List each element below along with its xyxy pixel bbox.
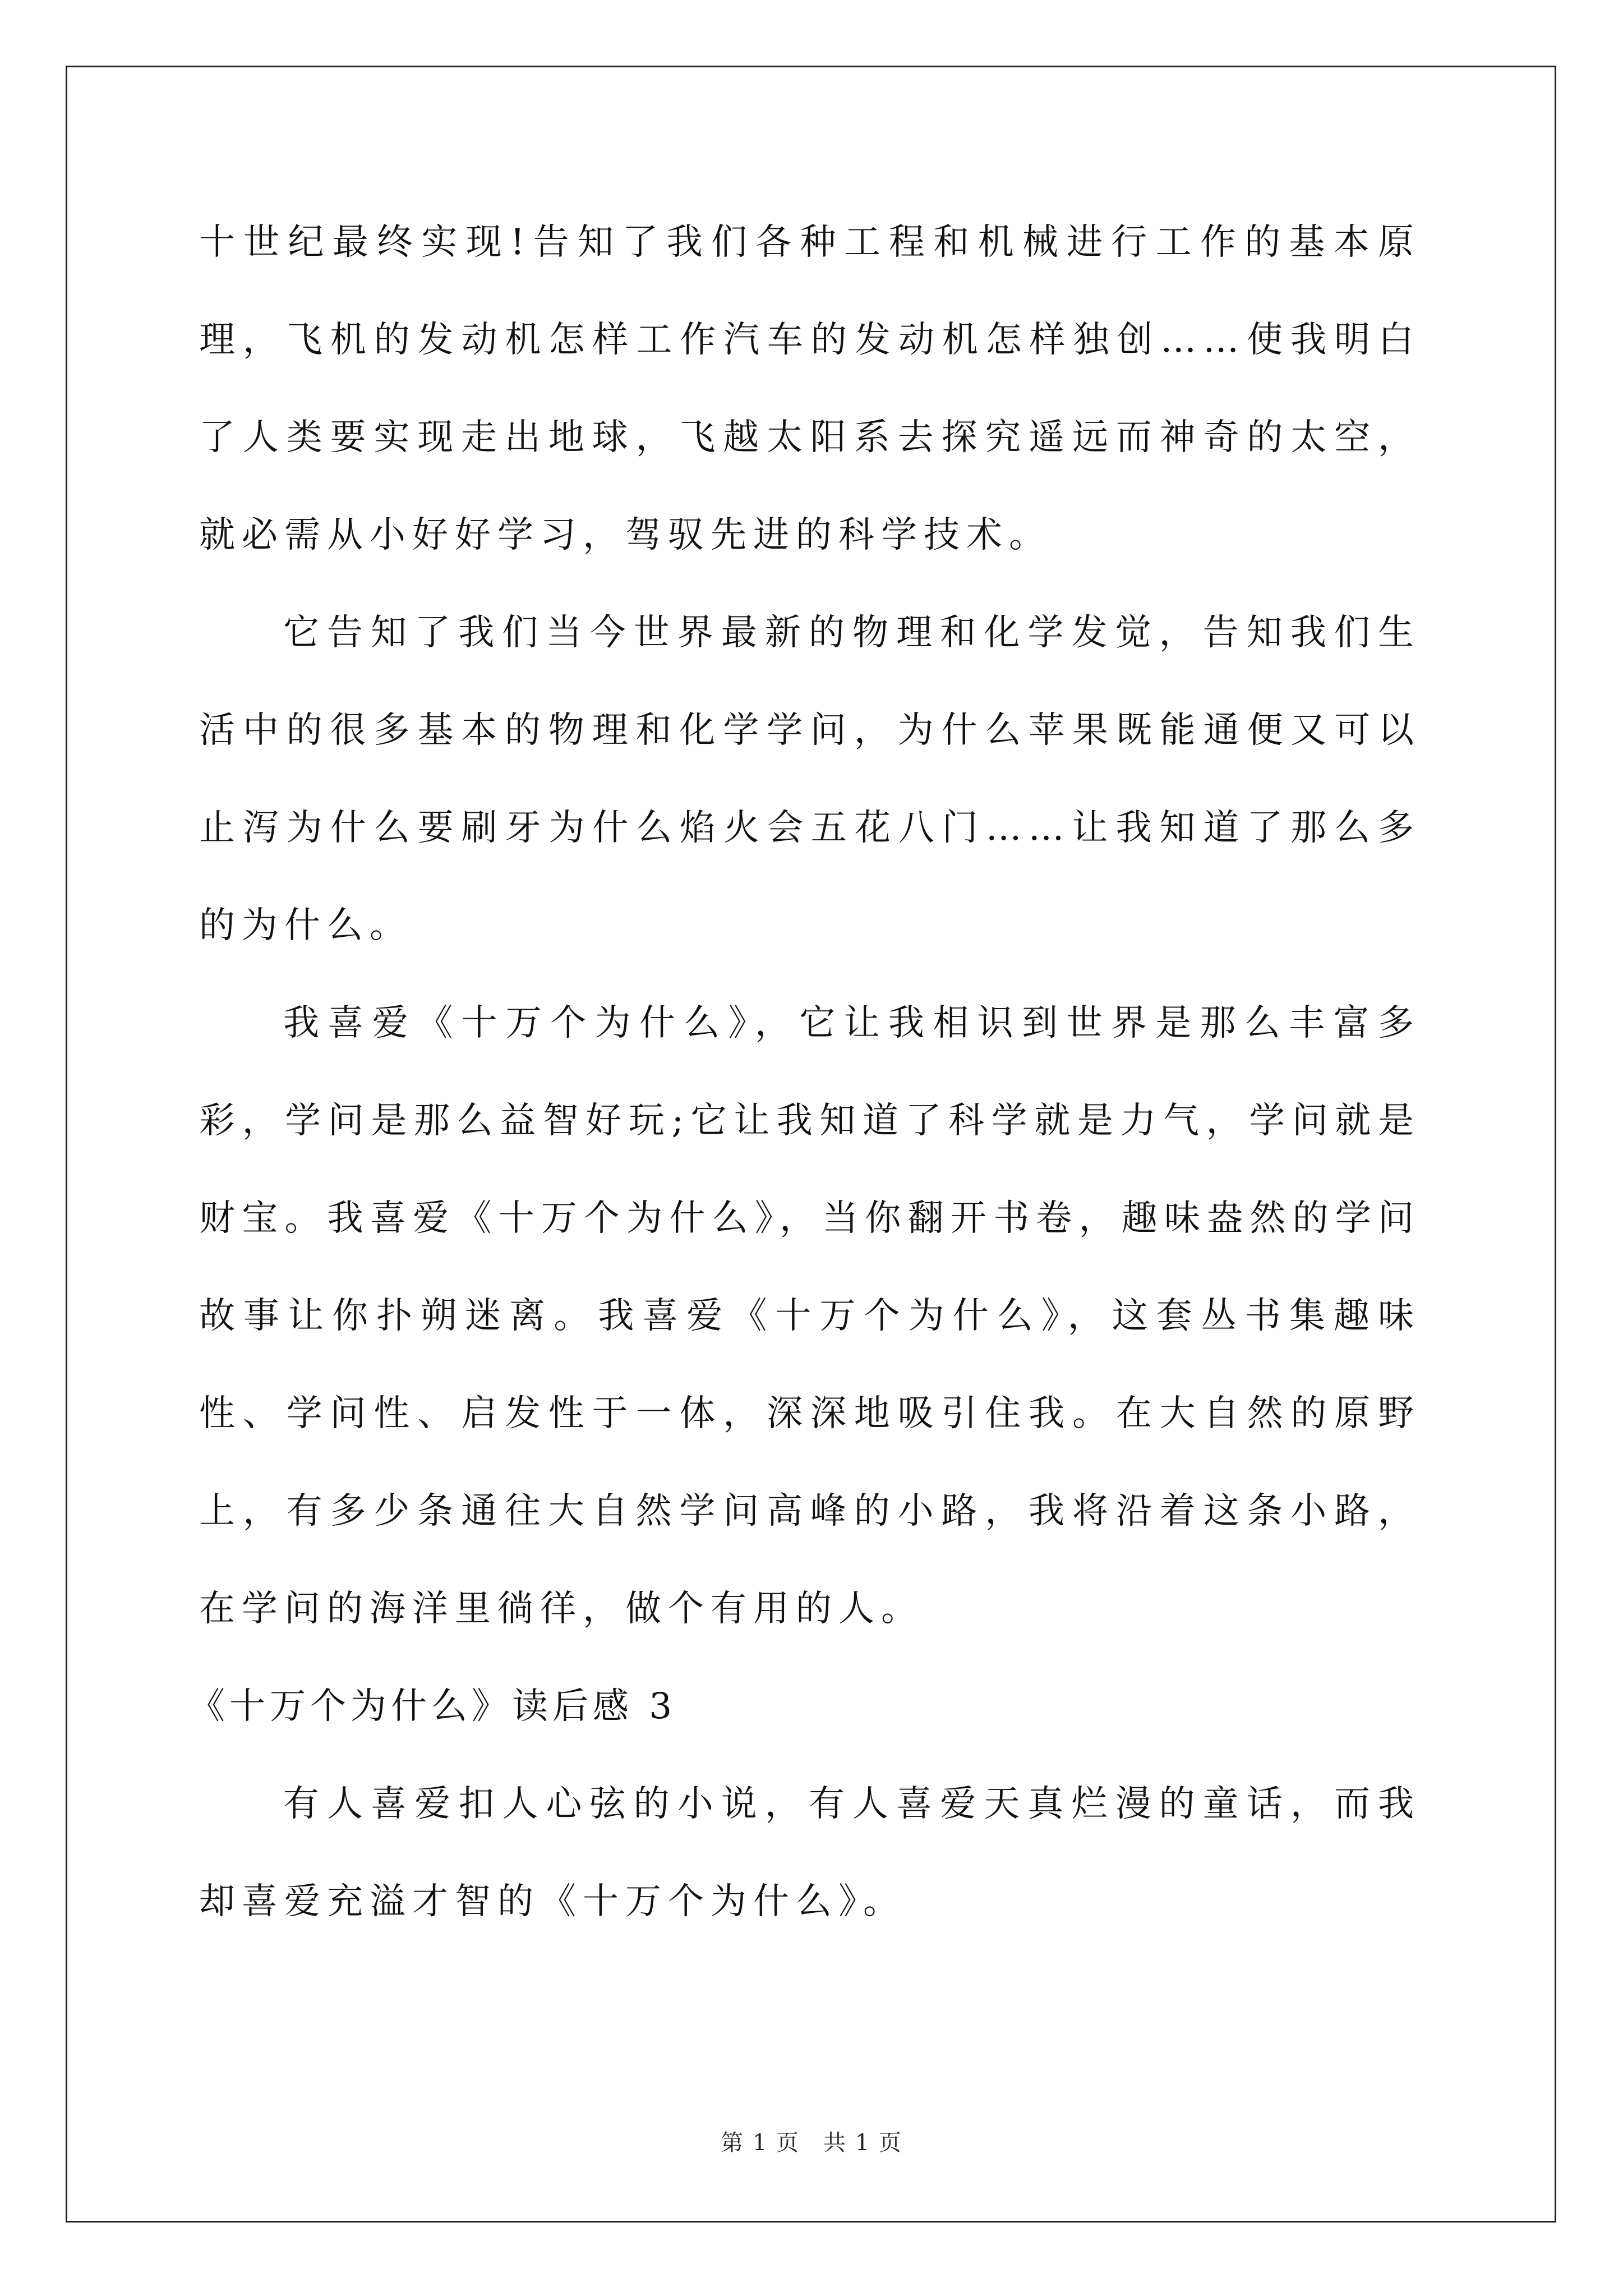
section-heading: 《十万个为什么》读后感 3 xyxy=(189,1686,677,1727)
paragraph-3: 我喜爱《十万个为什么》，它让我相识到世界是那么丰富多彩，学问是那么益智好玩;它让我知道了科学就是力气，学问就是财宝。我喜爱《十万个为什么》，当你翻开书卷，趣味盎然的学问故事让你扑朔迷离。我喜爱《十万个为什么》，这套丛书集趣味性、学问性、启发性于一体，深深地吸引住我。在大自然的原野上，有多少条通往大自然学问高峰的小路，我将沿着这条小路，在学问的海洋里徜徉，做个有用的人。 xyxy=(199,1002,1421,1630)
paragraph-1: 十世纪最终实现!告知了我们各种工程和机械进行工作的基本原理，飞机的发动机怎样工作汽车的发动机怎样独创……使我明白了人类要实现走出地球，飞越太阳系去探究遥远而神奇的太空，就必需从小好好学习，驾驭先进的科学技术。 xyxy=(199,222,1421,556)
page-number-footer: 第 1 页 共 1 页 xyxy=(721,2130,902,2156)
document-body xyxy=(189,194,1421,1950)
paragraph-4: 有人喜爱扣人心弦的小说，有人喜爱天真烂漫的童话，而我却喜爱充溢才智的《十万个为什么》。 xyxy=(199,1783,1421,1922)
paragraph-2: 它告知了我们当今世界最新的物理和化学发觉，告知我们生活中的很多基本的物理和化学学问，为什么苹果既能通便又可以止泻为什么要刷牙为什么焰火会五花八门……让我知道了那么多的为什么。 xyxy=(199,612,1421,946)
